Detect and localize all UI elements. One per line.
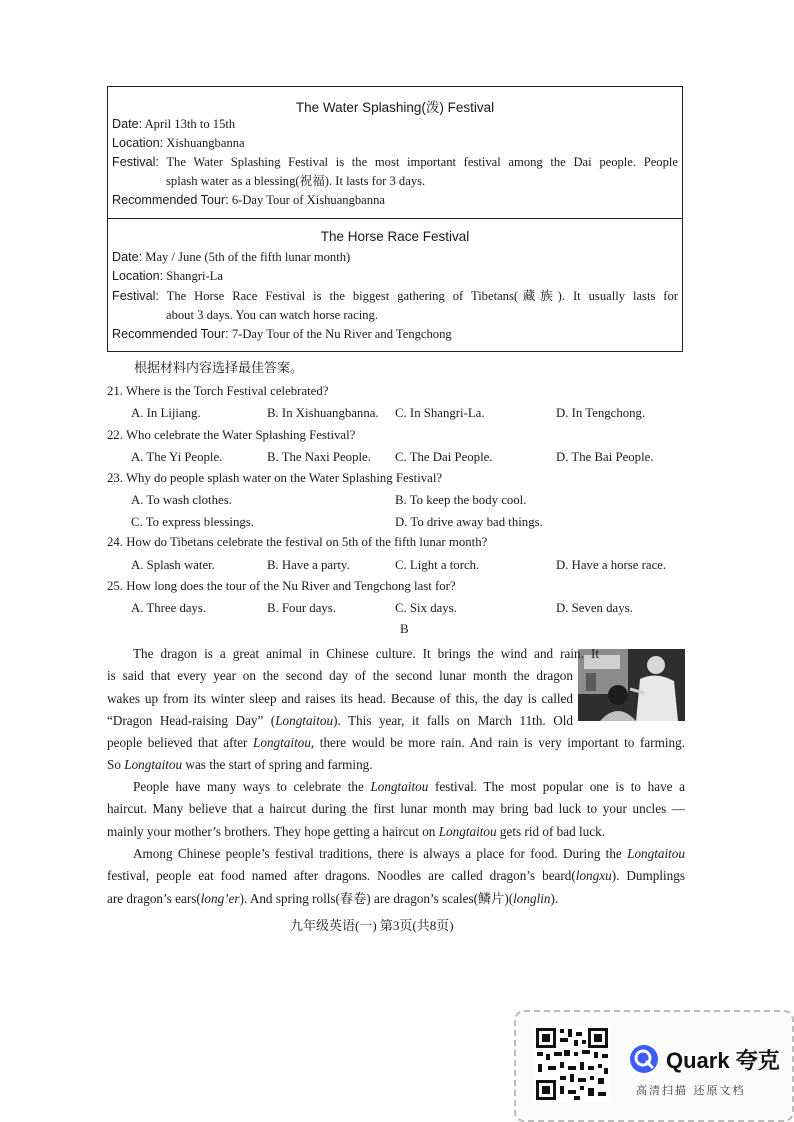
quark-watermark-badge [514, 1010, 794, 1122]
location-value: Shangri-La [166, 269, 223, 283]
quark-brand-name: Quark 夸克 [666, 1048, 780, 1073]
quark-tagline: 高清扫描 还原文档 [636, 1084, 746, 1097]
text-run: ). And spring rolls(春卷) are dragon’s scales(鳞片)( [239, 890, 514, 906]
text-line: is said that every year on the second day of the second lunar month the dragon [107, 668, 573, 684]
tour-value: 6-Day Tour of Xishuangbanna [231, 193, 385, 207]
question-22 [107, 428, 355, 443]
tour-value: 7-Day Tour of the Nu River and Tengchong [231, 327, 452, 341]
text-line [107, 710, 573, 732]
festival-block-horse-race [108, 218, 682, 354]
text-line [107, 732, 685, 754]
festival-location-row [112, 267, 678, 286]
date-label: Date: [112, 117, 143, 131]
italic-term: longxu [575, 868, 612, 884]
tour-label: Recommended Tour: [112, 327, 229, 341]
text-run: ). Dumplings [611, 868, 685, 884]
text-run: was the start of spring and farming. [182, 757, 373, 773]
text-line [107, 843, 685, 865]
festival-label: Festival: [112, 289, 159, 303]
question-text: Where is the Torch Festival celebrated? [125, 384, 329, 398]
festival-desc-line1: The Horse Race Festival is the biggest gathering of Tibetans(藏族). It usually lasts for [166, 289, 678, 303]
option-c[interactable]: C. In Shangri-La. [395, 406, 485, 420]
date-value: April 13th to 15th [144, 117, 236, 131]
option-c[interactable]: C. To express blessings. [131, 515, 254, 529]
question-text: Why do people splash water on the Water Splashing Festival? [125, 471, 443, 485]
option-c[interactable]: C. Six days. [395, 601, 457, 615]
text-line: haircut. Many believe that a haircut during the first lunar month may bring bad luck to your uncles — [107, 801, 685, 817]
festival-label: Festival: [112, 155, 159, 169]
italic-term: Longtaitou [438, 823, 497, 839]
question-number: 25. [107, 579, 123, 593]
page-footer: 九年级英语(一) 第3页(共8页) [290, 918, 454, 933]
instruction: 根据材料内容选择最佳答案。 [134, 360, 304, 375]
festival-title: The Horse Race Festival [320, 229, 470, 244]
option-b[interactable]: B. To keep the body cool. [395, 493, 527, 507]
question-number: 23. [107, 471, 123, 485]
option-a[interactable]: A. To wash clothes. [131, 493, 232, 507]
text-run: are dragon’s ears( [107, 890, 201, 906]
festival-tour-row [112, 191, 678, 210]
option-a[interactable]: A. The Yi People. [131, 450, 223, 464]
festival-table [107, 86, 683, 352]
italic-term: Longtaitou [627, 846, 685, 861]
question-23 [107, 471, 442, 486]
text-line: The dragon is a great animal in Chinese culture. It brings the wind and rain. It [133, 646, 599, 661]
festival-desc-line2: about 3 days. You can watch horse racing. [166, 308, 378, 322]
qr-code-icon[interactable] [534, 1026, 610, 1102]
text-line [107, 888, 685, 910]
location-label: Location: [112, 269, 164, 283]
festival-desc-line2: splash water as a blessing(祝福). It lasts for 3 days. [166, 174, 426, 188]
festival-date-row [112, 248, 678, 267]
passage-paragraph-2 [107, 776, 685, 843]
option-d[interactable]: D. Seven days. [556, 601, 633, 615]
festival-date-row [112, 115, 678, 134]
question-text: Who celebrate the Water Splashing Festival? [125, 428, 356, 442]
quark-logo-icon [629, 1044, 659, 1074]
text-run: festival, people eat food named after dragons. Noodles are called dragon’s beard( [107, 868, 576, 884]
option-d[interactable]: D. The Bai People. [556, 450, 654, 464]
passage-paragraph-3 [107, 843, 685, 910]
festival-desc-row [112, 287, 678, 306]
text-line [107, 865, 685, 887]
date-value: May / June (5th of the fifth lunar month) [145, 250, 351, 264]
option-b[interactable]: B. Four days. [267, 601, 336, 615]
option-b[interactable]: B. The Naxi People. [267, 450, 371, 464]
text-run: ). This year, it falls on March 11th. Old [333, 712, 573, 728]
text-run: People have many ways to celebrate the [133, 779, 371, 794]
text-line [107, 821, 685, 843]
question-24 [107, 535, 487, 550]
text-run: ). [550, 890, 559, 906]
italic-term: Longtaitou [124, 757, 183, 773]
italic-term: longlin [513, 890, 551, 906]
section-b-heading: B [400, 621, 409, 636]
text-run: mainly your mother’s brothers. They hope getting a haircut on [107, 823, 439, 839]
text-run: So [107, 757, 125, 773]
option-c[interactable]: C. The Dai People. [395, 450, 493, 464]
option-d[interactable]: D. To drive away bad things. [395, 515, 543, 529]
option-d[interactable]: D. In Tengchong. [556, 406, 646, 420]
date-label: Date: [112, 250, 143, 264]
festival-title: The Water Splashing(泼) Festival [295, 100, 495, 115]
text-line [107, 776, 685, 798]
question-number: 24. [107, 535, 123, 549]
text-run: festival. The most popular one is to have a [428, 779, 685, 794]
text-line [107, 754, 685, 776]
option-b[interactable]: B. In Xishuangbanna. [267, 406, 379, 420]
option-c[interactable]: C. Light a torch. [395, 558, 480, 572]
text-run: Among Chinese people’s festival traditions, there is always a place for food. During the [133, 846, 628, 861]
italic-term: long’er [200, 890, 240, 906]
option-a[interactable]: A. In Lijiang. [131, 406, 201, 420]
festival-block-water-splashing [108, 87, 682, 218]
italic-term: Longtaitou [370, 779, 429, 794]
question-number: 21. [107, 384, 123, 398]
question-text: How do Tibetans celebrate the festival on 5th of the fifth lunar month? [126, 535, 488, 549]
italic-term: Longtaitou [275, 712, 334, 728]
text-line: wakes up from its winter sleep and raises its head. Because of this, the day is called [107, 690, 573, 706]
question-25 [107, 579, 456, 594]
festival-tour-row [112, 325, 678, 344]
festival-desc-line1: The Water Splashing Festival is the most important festival among the Dai people. People [166, 155, 678, 169]
italic-term: Longtaitou [253, 735, 311, 751]
location-label: Location: [112, 136, 164, 150]
option-a[interactable]: A. Splash water. [131, 558, 215, 572]
tour-label: Recommended Tour: [112, 193, 229, 207]
festival-desc-row [112, 153, 678, 172]
question-text: How long does the tour of the Nu River and Tengchong last for? [126, 579, 456, 593]
location-value: Xishuangbanna [166, 136, 245, 150]
option-b[interactable]: B. Have a party. [267, 558, 350, 572]
option-a[interactable]: A. Three days. [131, 601, 207, 615]
option-d[interactable]: D. Have a horse race. [556, 558, 667, 572]
text-run: , there would be more rain. And rain is very important to farming. [310, 735, 685, 751]
question-21 [107, 384, 328, 399]
text-run: gets rid of bad luck. [496, 823, 605, 839]
festival-location-row [112, 134, 678, 153]
text-run: people believed that after [107, 735, 254, 751]
passage-paragraph-1 [107, 643, 685, 777]
question-number: 22. [107, 428, 123, 442]
text-run: “Dragon Head-raising Day” ( [107, 712, 276, 728]
